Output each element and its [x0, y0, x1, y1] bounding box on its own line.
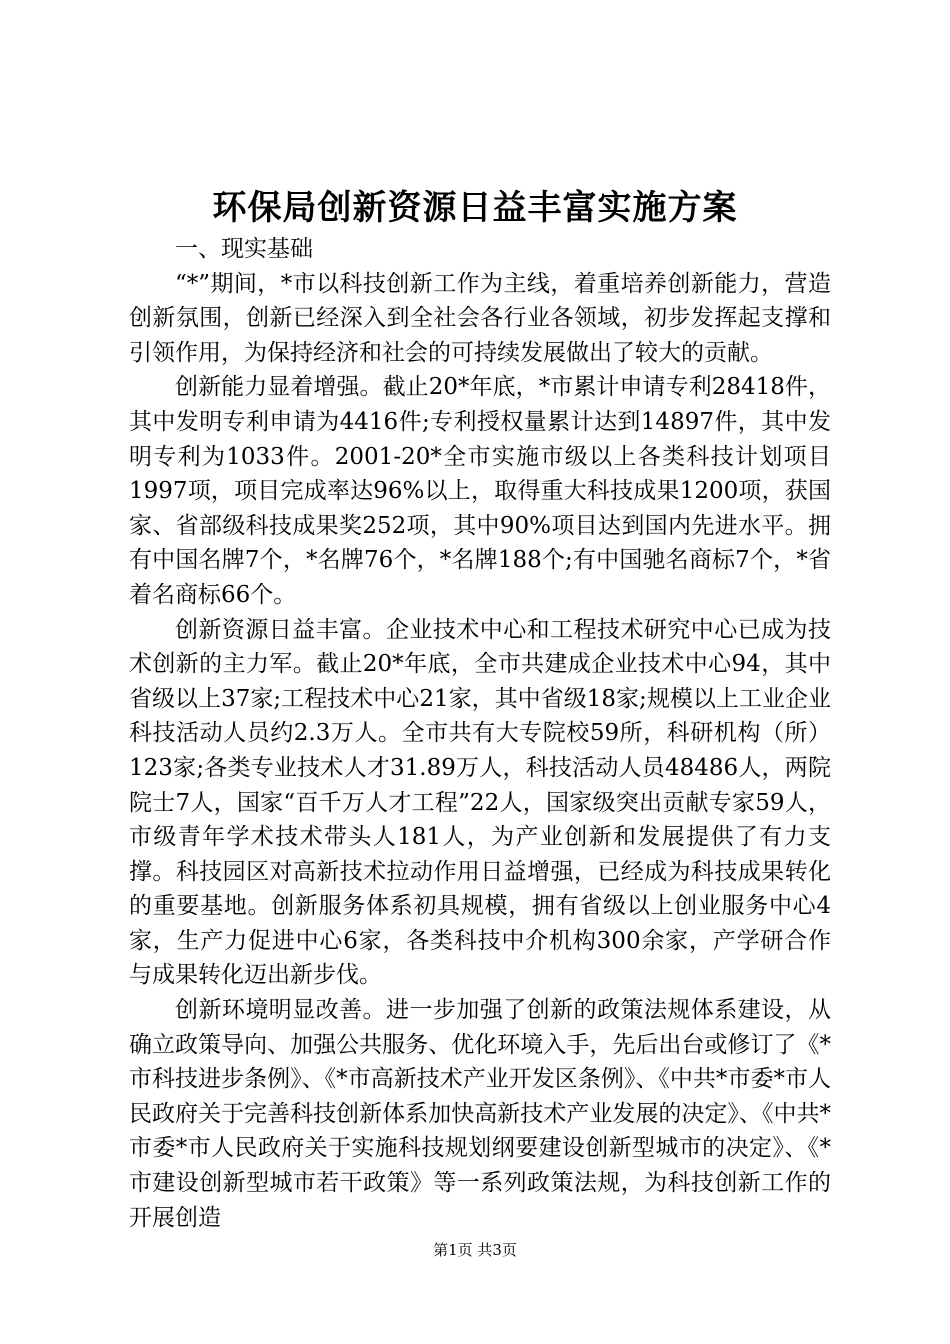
body-paragraph-4: 创新环境明显改善。进一步加强了创新的政策法规体系建设，从确立政策导向、加强公共服务、优化环境入手，先后出台或修订了《*市科技进步条例》、《*市高新技术产业开发区条例》、《中共*市委*市人民政府关于完善科技创新体系加快高新技术产业发展的决定》、《中共*市委*市人民政府关于实施科技规划纲要建设创新型城市的决定》、《*市建设创新型城市若干政策》等一系列政策法规，为科技创新工作的开展创造	[129, 997, 831, 1231]
body-paragraph-1: “*”期间，*市以科技创新工作为主线，着重培养创新能力，营造创新氛围，创新已经深入到全社会各行业各领域，初步发挥起支撑和引领作用，为保持经济和社会的可持续发展做出了较大的贡献。	[129, 270, 831, 366]
document-title: 环保局创新资源日益丰富实施方案	[212, 188, 738, 228]
body-paragraph-3: 创新资源日益丰富。企业技术中心和工程技术研究中心已成为技术创新的主力军。截止20*年底，全市共建成企业技术中心94，其中省级以上37家;工程技术中心21家，其中省级18家;规模以上工业企业科技活动人员约2.3万人。全市共有大专院校59所，科研机构（所）123家;各类专业技术人才31.89万人，科技活动人员48486人，两院院士7人，国家“百千万人才工程”22人，国家级突出贡献专家59人，市级青年学术技术带头人181人，为产业创新和发展提供了有力支撑。科技园区对高新技术拉动作用日益增强，已经成为科技成果转化的重要基地。创新服务体系初具规模，拥有省级以上创业服务中心4家，生产力促进中心6家，各类科技中介机构300余家，产学研合作与成果转化迈出新步伐。	[129, 616, 831, 989]
page-footer: 第1页 共3页	[433, 1241, 517, 1259]
body-paragraph-2: 创新能力显着增强。截止20*年底，*市累计申请专利28418件，其中发明专利申请为4416件;专利授权量累计达到14897件，其中发明专利为1033件。2001-20*全市实施市级以上各类科技计划项目1997项，项目完成率达96%以上，取得重大科技成果1200项，获国家、省部级科技成果奖252项，其中90%项目达到国内先进水平。拥有中国名牌7个，*名牌76个，*名牌188个;有中国驰名商标7个，*省着名商标66个。	[129, 374, 831, 608]
document-body	[129, 232, 831, 1235]
section-heading: 一、现实基础	[175, 236, 313, 262]
